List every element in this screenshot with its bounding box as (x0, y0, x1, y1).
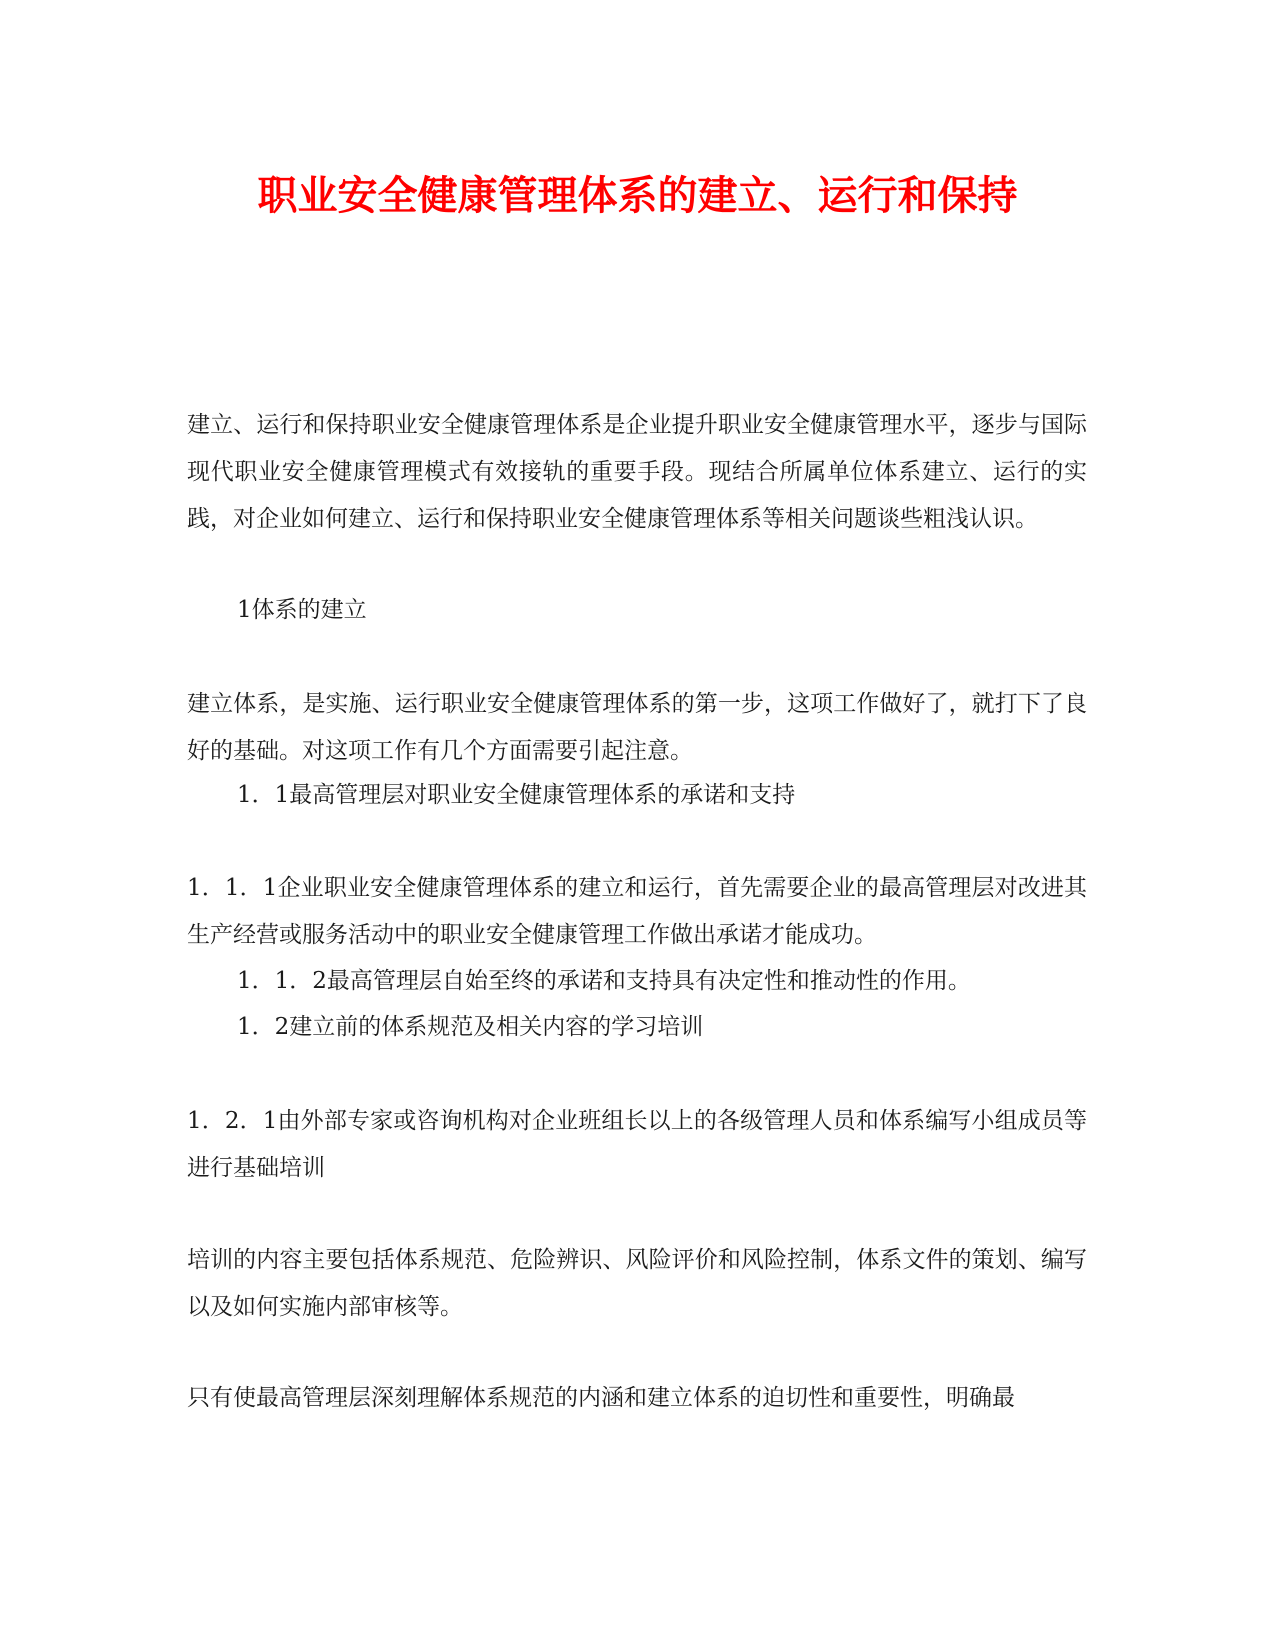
paragraph-1-1-2: 1．1．2最高管理层自始至终的承诺和支持具有决定性和推动性的作用。 (237, 968, 971, 994)
subsection-heading-1-1: 1．1最高管理层对职业安全健康管理体系的承诺和支持 (237, 782, 796, 808)
paragraph-1-1-1: 1．1．1企业职业安全健康管理体系的建立和运行，首先需要企业的最高管理层对改进其生产经营或服务活动中的职业安全健康管理工作做出承诺才能成功。 (187, 875, 1087, 948)
paragraph-management-understanding: 只有使最高管理层深刻理解体系规范的内涵和建立体系的迫切性和重要性，明确最 (187, 1385, 1015, 1411)
paragraph-intro: 建立、运行和保持职业安全健康管理体系是企业提升职业安全健康管理水平，逐步与国际现代职业安全健康管理模式有效接轨的重要手段。现结合所属单位体系建立、运行的实践，对企业如何建立、运行和保持职业安全健康管理体系等相关问题谈些粗浅认识。 (187, 412, 1087, 532)
document-title: 职业安全健康管理体系的建立、运行和保持 (257, 172, 1018, 219)
subsection-heading-1-2: 1．2建立前的体系规范及相关内容的学习培训 (237, 1014, 704, 1040)
paragraph-training-content: 培训的内容主要包括体系规范、危险辨识、风险评价和风险控制，体系文件的策划、编写以及如何实施内部审核等。 (187, 1247, 1087, 1320)
section-heading-1: 1体系的建立 (237, 597, 367, 623)
paragraph-1-2-1: 1．2．1由外部专家或咨询机构对企业班组长以上的各级管理人员和体系编写小组成员等进行基础培训 (187, 1108, 1087, 1181)
paragraph-section-1: 建立体系，是实施、运行职业安全健康管理体系的第一步，这项工作做好了，就打下了良好的基础。对这项工作有几个方面需要引起注意。 (187, 691, 1087, 764)
